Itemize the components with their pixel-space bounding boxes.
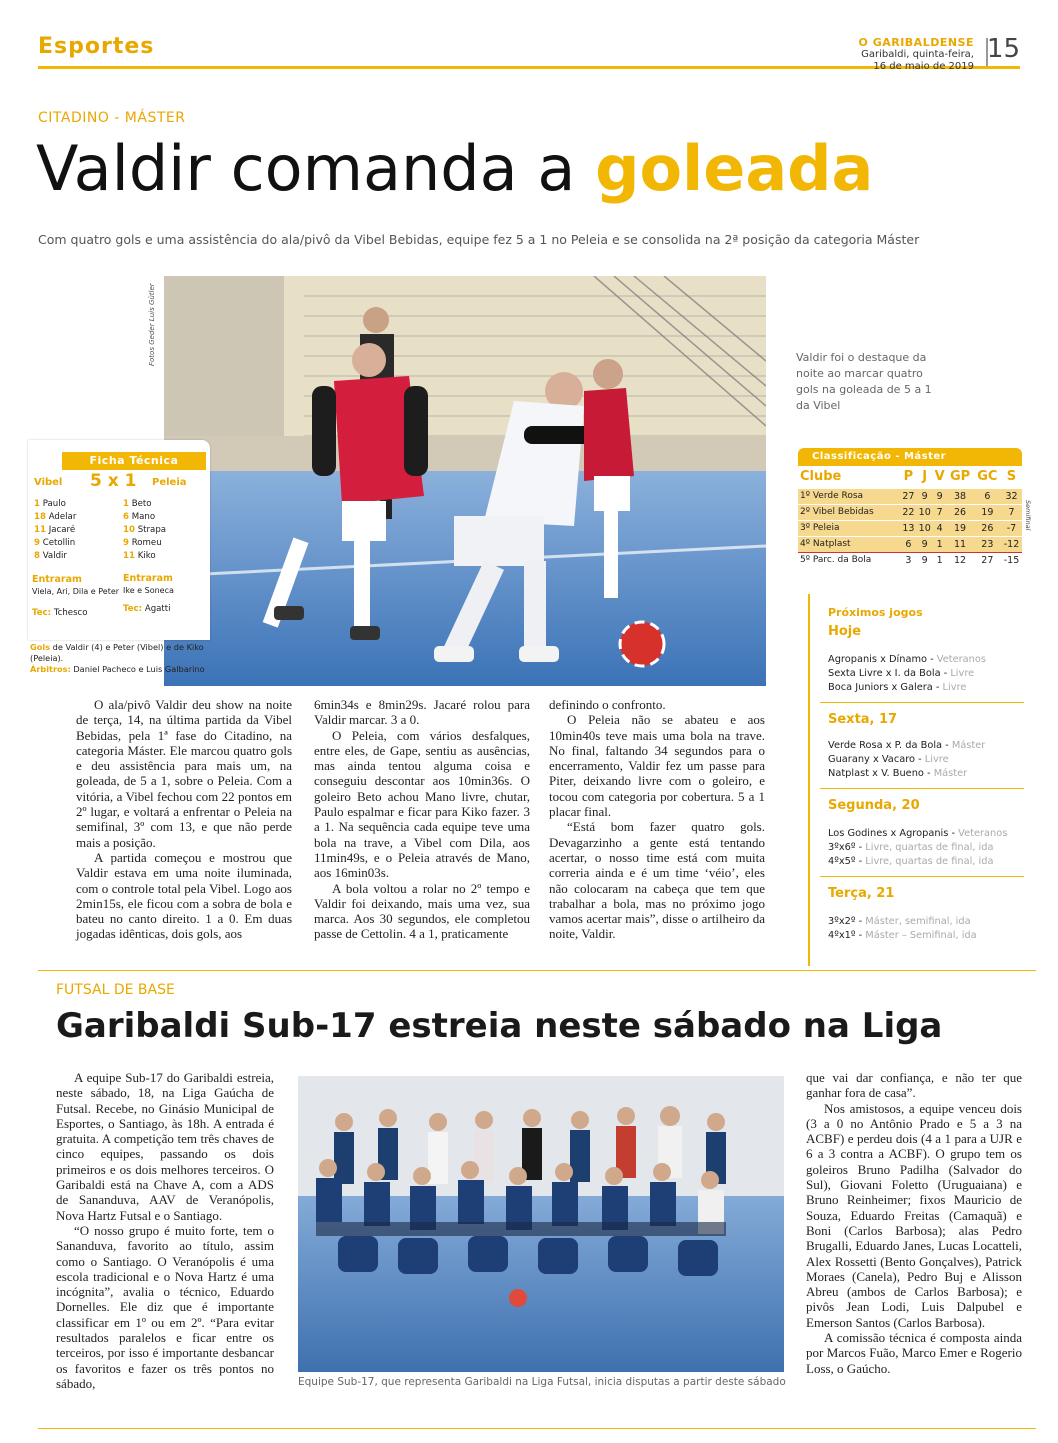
story1-column-1 xyxy=(76,697,292,942)
subs-label-a: Entraram xyxy=(32,574,82,585)
roster-line: 1 Beto xyxy=(123,499,152,509)
paper-date: 16 de maio de 2019 xyxy=(873,61,974,72)
roster-line: 11 Jacaré xyxy=(34,525,76,535)
page-number: 15 xyxy=(986,34,1020,64)
subs-label-b: Entraram xyxy=(123,573,173,584)
story1-column-2 xyxy=(314,697,530,942)
divider xyxy=(820,788,1024,789)
story2-column-2 xyxy=(806,1070,1022,1376)
match-line: 4ºx5º - Livre, quartas de final, ida xyxy=(828,856,994,867)
paragraph: “O nosso grupo é muito forte, tem o Sananduva, favorito ao título, assim como o Santiago. O Veranópolis é uma escola tradicional e o Nova Hartz é uma incógnita”, avalia o técnico, Eduardo Dornelles. Ele diz que é importante classificar em 1º ou em 2º. “Para evitar resultados paralelos e ficar entre os terceiros, por isso é importante desbancar os favoritos e fazer os três pontos no sábado, xyxy=(56,1222,274,1391)
roster-line: 18 Adelar xyxy=(34,512,77,522)
team-b-roster xyxy=(123,498,166,563)
paper-place-date: Garibaldi, quinta-feira, xyxy=(861,49,974,60)
roster-line: 6 Mano xyxy=(123,512,156,522)
roster-line: 8 Valdir xyxy=(34,551,67,561)
story1-kicker: CITADINO - MÁSTER xyxy=(38,110,186,126)
standings-table xyxy=(798,448,1022,568)
roster-line: 9 Cetollin xyxy=(34,538,76,548)
match-line: Sexta Livre x I. da Bola - Livre xyxy=(828,668,975,679)
semifinal-label xyxy=(1022,500,1034,560)
team-b-name: Peleia xyxy=(152,477,187,488)
front-row xyxy=(316,1159,726,1236)
col-header: P xyxy=(900,466,916,488)
paragraph: A comissão técnica é composta ainda por Marcos Fuão, Marco Emer e Rogerio Loss, o Gaúcho. xyxy=(806,1330,1022,1376)
paragraph: O Peleia não se abateu e aos 10min40s teve mais uma bola na trave. No final, faltando 34 segundos para o encerramento, Valdir fez um passe para Piter, deixando livre com o goleiro, e tocou com categoria por cobertura. 5 a 1 placar final. xyxy=(549,712,765,820)
col-header: J xyxy=(917,466,933,488)
masthead xyxy=(859,36,974,73)
bottom-rule xyxy=(38,1428,1036,1429)
col-header: GP xyxy=(946,466,973,488)
referees-line: Árbitros: Daniel Pacheco e Luis Galbarino xyxy=(30,664,205,674)
goals-line: Gols de Valdir (4) e Peter (Vibel) e de Kiko (Peleia). xyxy=(30,642,204,663)
headline-highlight: goleada xyxy=(595,132,874,205)
match-line: Los Godines x Agropanis - Veteranos xyxy=(828,828,1008,839)
upcoming-games xyxy=(808,594,1022,966)
table-row: 4º Natplast 6 9 1 11 23 -12 xyxy=(798,536,1022,552)
coach-b: Tec: Agatti xyxy=(123,604,171,614)
standings-header-row xyxy=(798,466,1022,488)
paper-name: O GARIBALDENSE xyxy=(858,36,974,49)
paragraph: A bola voltou a rolar no 2º tempo e Valdir foi deixando, mais uma vez, sua marca. Aos 30 segundos, ele completou passe de Cettolin. 4 a 1, praticamente xyxy=(314,880,530,942)
match-sheet-footer xyxy=(30,642,230,675)
day-heading: Hoje xyxy=(828,624,862,639)
table-row: 5º Parc. da Bola 3 9 1 12 27 -15 xyxy=(798,552,1022,568)
story2-kicker: FUTSAL DE BASE xyxy=(56,982,175,998)
standings-title: Classificação - Máster xyxy=(798,448,1022,466)
futsal-match-illustration xyxy=(164,276,766,686)
section-title: Esportes xyxy=(38,34,155,59)
photo2-caption: Equipe Sub-17, que representa Garibaldi na Liga Futsal, inicia disputas a partir deste sábado xyxy=(298,1376,786,1388)
paragraph: O ala/pivô Valdir deu show na noite de terça, 14, na última partida da Vibel Bebidas, pela 1ª fase do Citadino, na categoria Máster. Ele marcou quatro gols e deu assistência para mais um, na goleada, de 5 a 1, sobre o Peleia. Com a vitória, a Vibel fechou com 22 pontos em 2º lugar, e voltará a enfrentar o Peleia na semifinal, 3º com 13, e que não perde mais a posição. xyxy=(76,697,292,850)
match-line: Guarany x Vacaro - Livre xyxy=(828,754,949,765)
coach-a: Tec: Tchesco xyxy=(32,608,88,618)
story2-column-1 xyxy=(56,1070,274,1391)
day-heading: Terça, 21 xyxy=(828,886,895,901)
match-line: Agropanis x Dínamo - Veteranos xyxy=(828,654,986,665)
match-line: Natplast x V. Bueno - Máster xyxy=(828,768,968,779)
photo-credit xyxy=(148,280,160,390)
roster-line: 1 Paulo xyxy=(34,499,66,509)
table-row: 1º Verde Rosa 27 9 9 38 6 32 xyxy=(798,488,1022,504)
standings-grid xyxy=(798,466,1022,568)
paragraph: “Está bom fazer quatro gols. Devagarzinho a gente está tentando acertar, o nosso time está com muita correria ainda e é um time ‘véio’, eles não colocaram na cabeça que tem que trabalhar a bola, mas no próximo jogo vamos acertar mais”, disse o artilheiro da noite, Valdir. xyxy=(549,819,765,942)
story1-column-3 xyxy=(549,697,765,942)
team-a-name: Vibel xyxy=(34,477,63,488)
divider xyxy=(820,876,1024,877)
paragraph: definindo o confronto. xyxy=(549,697,666,712)
story1-subtitle: Com quatro gols e uma assistência do ala/pivô da Vibel Bebidas, equipe fez 5 a 1 no Peleia e se consolida na 2ª posição da categoria Máster xyxy=(38,232,920,247)
futsal-match-photo xyxy=(164,276,766,686)
match-score: 5 x 1 xyxy=(90,471,137,491)
story1-headline xyxy=(36,132,873,205)
table-row: 3º Peleia 13 10 4 19 26 -7 xyxy=(798,520,1022,536)
photo1-caption: Valdir foi o destaque da noite ao marcar quatro gols na goleada de 5 a 1 da Vibel xyxy=(796,351,932,412)
match-line: 3ºx2º - Máster, semifinal, ida xyxy=(828,916,971,927)
paragraph: A equipe Sub-17 do Garibaldi estreia, neste sábado, 18, na Liga Gaúcha de Futsal. Recebe, no Ginásio Municipal de Esportes, o Santiago, às 18h. A entrada é gratuita. A competição tem três chaves de cinco equipes, passando os dois primeiros e os dois melhores terceiros. O Garibaldi está na Chave A, com a ADS de Sananduva, AAV de Veranópolis, Nova Hartz Futsal e o Santiago. xyxy=(56,1070,274,1223)
match-line: 3ºx6º - Livre, quartas de final, ida xyxy=(828,842,994,853)
paragraph: Nos amistosos, a equipe venceu dois (3 a 0 no Antônio Prado e 5 a 3 na ACBF) e perdeu dois (4 a 1 para a UJR e 6 a 3 contra a ACBF). O grupo tem os goleiros Bruno Padilha (Salvador do Sul), Giovani Foletto (Uruguaiana) e Bruno Reinheimer; fixos Mauricio de Souza, Eduardo Freitas (Camaquã) e Boni (Carlos Barbosa); alas Pedro Brugalli, Eduardo Janes, Lucas Locatteli, Alex Rossetti (Bento Gonçalves), Patrick Moraes (Canela), Pedro Buj e Alisson Abreu (ambos de Carlos Barbosa); e pivôs Jean Lodi, Luis Dalpubel e Emerson Santos (Carlos Barbosa). xyxy=(806,1100,1022,1330)
upcoming-title: Próximos jogos xyxy=(828,606,923,619)
paragraph: que vai dar confiança, e não ter que ganhar fora de casa”. xyxy=(806,1070,1022,1101)
match-line: Boca Juniors x Galera - Livre xyxy=(828,682,967,693)
roster-line: 9 Romeu xyxy=(123,538,162,548)
col-header: S xyxy=(1001,466,1022,488)
team-a-roster xyxy=(34,498,76,563)
col-header: V xyxy=(933,466,947,488)
roster-line: 11 Kiko xyxy=(123,551,156,561)
paragraph: O Peleia, com vários desfalques, entre eles, de Gape, sentiu as ausências, mas ainda tentou alguma coisa e conseguiu descontar aos 10min36s. O goleiro Beto achou Mano livre, chutar, Paulo espalmar e ficar para Kiko fazer. 3 a 1. Na sequência cada equipe teve uma bola na trave, a Vibel com Dila, aos 11min49s, e o Peleia através de Mano, aos 16min03s. xyxy=(314,727,530,881)
match-sheet-title: Ficha Técnica xyxy=(62,452,206,470)
match-line: 4ºx1º - Máster – Semifinal, ida xyxy=(828,930,977,941)
day-heading: Segunda, 20 xyxy=(828,798,920,813)
divider xyxy=(820,702,1024,703)
story2-headline: Garibaldi Sub-17 estreia neste sábado na Liga xyxy=(56,1006,943,1046)
paragraph: 6min34s e 8min29s. Jacaré rolou para Valdir marcar. 3 a 0. xyxy=(314,697,530,728)
subs-a: Viela, Ari, Dila e Peter xyxy=(32,587,120,596)
roster-line: 10 Strapa xyxy=(123,525,167,535)
col-header: GC xyxy=(974,466,1001,488)
section-divider xyxy=(38,970,1036,971)
team-photo-illustration xyxy=(298,1076,784,1372)
semifinal-text: Semifinal xyxy=(1024,500,1032,531)
match-line: Verde Rosa x P. da Bola - Máster xyxy=(828,740,986,751)
subs-b: Ike e Soneca xyxy=(123,586,174,595)
headline-plain: Valdir comanda a xyxy=(36,132,596,205)
paragraph: A partida começou e mostrou que Valdir estava em uma noite iluminada, com o controle total pela Vibel. Logo aos 2min15s, ele ficou com a sobra de bola e bateu no canto direito. 1 a 0. Em duas jogadas idênticas, dois gols, aos xyxy=(76,849,292,942)
match-sheet xyxy=(28,440,210,640)
photo-credit-text: Fotos Geder Luis Gütler xyxy=(148,283,156,366)
day-heading: Sexta, 17 xyxy=(828,712,898,727)
col-header: Clube xyxy=(798,466,900,488)
team-photo xyxy=(298,1076,784,1372)
table-row: 2º Vibel Bebidas 22 10 7 26 19 7 xyxy=(798,504,1022,520)
